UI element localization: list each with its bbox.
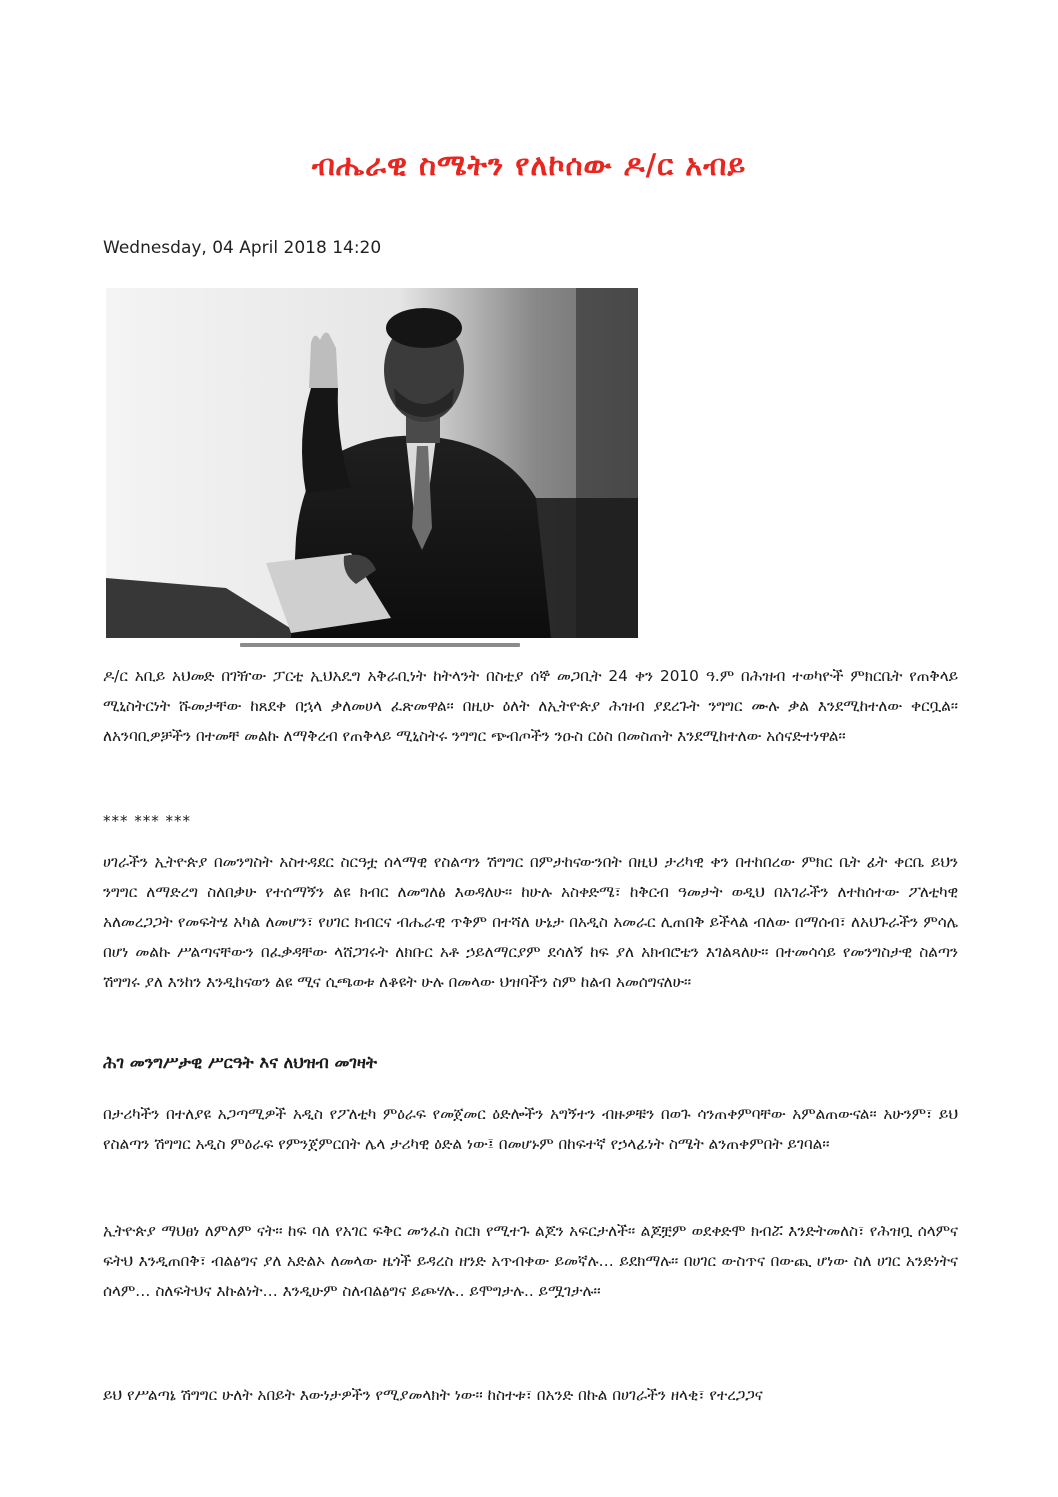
article-photo xyxy=(106,288,638,638)
speech-opening-paragraph: ሀገራችን ኢትዮጵያ በመንግስት አስተዳደር ስርዓቷ ሰላማዊ የስልጣን ሽግግር በምታከናውንበት በዚህ ታሪካዊ ቀን በተከበረው ምክር ቤት ፊት ቀርቤ ይህን ንግግር ለማድረግ ስለበቃሁ የተሰማኝን ልዩ ክብር ለመግለፅ እወዳለሁ፡፡ ከሁሉ አስቀድሜ፣ ከቅርብ ዓመታት ወዲህ በአገራችን ለተከሰተው ፖለቲካዊ አለመረጋጋት የመፍትሄ አካል ለመሆን፣ የሀገር ክብርና ብሔራዊ ጥቅም በተሻለ ሁኔታ በአዲስ አመራር ሊጠበቅ ይችላል ብለው በማሰብ፣ ለአህጉራችን ምሳሌ በሆነ መልኩ ሥልጣናቸውን በፈቃዳቸው ላሸጋገሩት ለክቡር አቶ ኃይለማርያም ደሳለኝ ከፍ ያለ አክብሮቴን እገልጻለሁ፡፡ በተመሳሳይ የመንግስታዊ ስልጣን ሽግግሩ ያለ እንከን እንዲከናወን ልዩ ሚና ሲጫወቱ ለቆዩት ሁሉ በመላው ህዝባችን ስም ከልብ አመሰግናለሁ፡፡ xyxy=(103,853,958,991)
intro-paragraph: ዶ/ር አቢይ አህመድ በገዥው ፓርቲ ኢህአዴግ አቅራቢነት ከትላንት በስቲያ ሰኞ መጋቢት 24 ቀን 2010 ዓ.ም በሕዝብ ተወካዮች ምክርቤት የጠቅላይ ሚኒስትርነት ሹመታቸው ከጸደቀ በኋላ ቃለመሀላ ፈጽመዋል፡፡ በዚሁ ዕለት ለኢትዮጵያ ሕዝብ ያደረጉት ንግግር ሙሉ ቃል እንደሚከተለው ቀርቧል፡፡ ለአንባቢዎቻችን በተመቸ መልኩ ለማቅረብ የጠቅላይ ሚኒስትሩ ንግግር ጭብጦችን ንዑስ ርዕስ በመስጠት እንደሚከተለው አሰናድተነዋል፡፡ xyxy=(103,667,958,745)
ethiopia-paragraph: ኢትዮጵያ ማህፀነ ለምለም ናት፡፡ ከፍ ባለ የአገር ፍቅር መንፈስ ስርክ የሚተጉ ልጆን አፍርታለች፡፡ ልጆቿም ወደቀድሞ ክብሯ እንድትመለስ፣ የሕዝቧ ሰላምና ፍትህ እንዲጠበቅ፣ ብልፅግና ያለ አድልኦ ለመላው ዜጎች ይዳረስ ዘንድ አጥብቀው ይመኛሉ… ይደክማሉ፡፡ በሀገር ውስጥና በውጪ ሆነው ስለ ሀገር አንድነትና ሰላም… ስለፍትህና እኩልነት… እንዲሁም ስለብልፅግና ይጮሃሉ.. ይሞግታሉ.. ይሟገታሉ፡፡ xyxy=(103,1222,958,1300)
history-paragraph: በታሪካችን በተለያዩ አጋጣሚዎች አዲስ የፖለቲካ ምዕራፍ የመጀመር ዕድሎችን አግኝተን ብዙዎቹን በወጉ ሳንጠቀምባቸው አምልጠውናል፡፡ አሁንም፣ ይህ የስልጣን ሽግግር አዲስ ምዕራፍ የምንጀምርበት ሌላ ታሪካዊ ዕድል ነው፤ በመሆኑም በከፍተኛ የኃላፊነት ስሜት ልንጠቀምበት ይገባል፡፡ xyxy=(103,1105,958,1153)
section-subheading: ሕገ መንግሥታዊ ሥርዓት እና ለህዝብ መገዛት xyxy=(103,1053,378,1072)
portrait-photo-icon xyxy=(106,288,638,638)
article-date: Wednesday, 04 April 2018 14:20 xyxy=(103,238,382,258)
photo-caption xyxy=(240,641,520,649)
caption-text-line xyxy=(240,643,520,647)
transition-paragraph: ይህ የሥልጣኔ ሽግግር ሁለት አበይት እውነታዎችን የሚያመላክት ነው፡፡ ከስተቱ፣ በአንድ በኩል በሀገራችን ዘላቂ፣ የተረጋጋና xyxy=(103,1386,763,1404)
section-separator: *** *** *** xyxy=(103,812,192,830)
article-title: ብሔራዊ ስሜትን የለኮሰው ዶ/ር አብይ xyxy=(311,148,747,182)
